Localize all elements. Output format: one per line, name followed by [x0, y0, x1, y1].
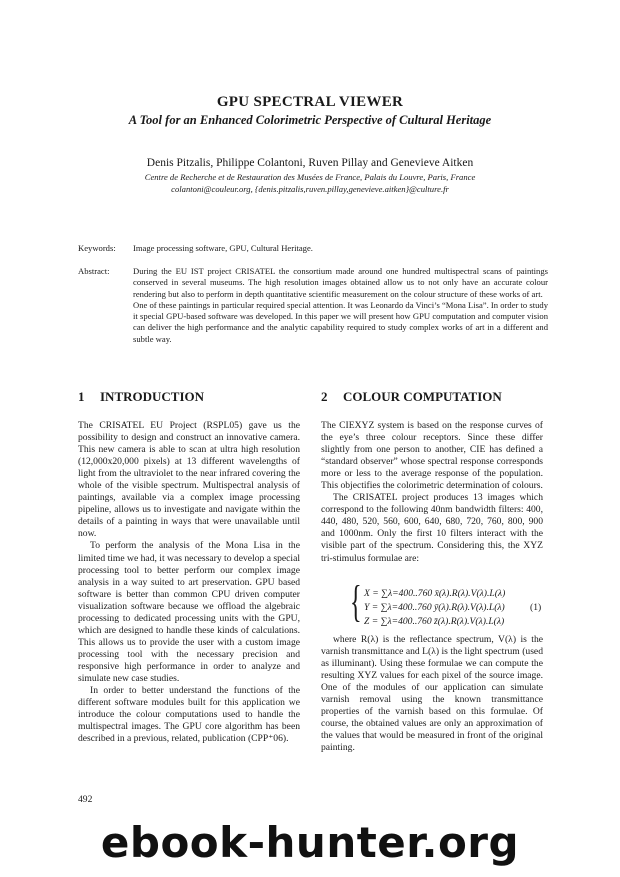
affiliation: Centre de Recherche et de Restauration des Musées de France, Palais du Louvre, Paris, France: [144, 172, 476, 182]
page-number: 492: [78, 794, 93, 805]
section-heading-introduction: [78, 389, 204, 405]
authors: Denis Pitzalis, Philippe Colantoni, Ruven Pillay and Genevieve Aitken: [146, 157, 474, 169]
abstract-label: Abstract:: [78, 266, 110, 276]
xyz-formula: [350, 577, 550, 630]
body-paragraph: The CRISATEL project produces 13 images which correspond to the following 40nm bandwidth filters: 400, 440, 480, 520, 560, 600, 640, 680, 720, 760, 800, 900 and 1000nm. Only the first 10 filters interact with the visible part of the spectrum. Considering this, the XYZ tri-stimulus formulae are:: [321, 492, 543, 564]
right-column: [321, 420, 543, 565]
keywords-text: Image processing software, GPU, Cultural Heritage.: [133, 243, 313, 253]
section-title: COLOUR COMPUTATION: [343, 389, 502, 404]
body-paragraph: In order to better understand the functions of the different software modules built for this application we introduce the colour computations used to handle the multispectral images. The GPU core algorithm has been described in a previous, related, publication (CPP⁺06).: [78, 685, 300, 745]
body-paragraph: To perform the analysis of the Mona Lisa in the limited time we had, it was necessary to develop a special processing tool to better perform our complex image analysis in a way suited to art preservation. GPU based software is better than common CPU driven computer visualization software because we offload the algebraic processing to dedicated processing units with the GPU, which are designed to handle these kinds of calculations. This allows us to provide the user with a custom image processing tool with the necessary precision and responsive high performance in order to analyze and simulate new case studies.: [78, 540, 300, 684]
paper-title: GPU SPECTRAL VIEWER: [216, 94, 404, 110]
watermark: ebook-hunter.org: [100, 818, 520, 867]
formula-brace: {: [350, 577, 362, 626]
abstract-paragraph: During the EU IST project CRISATEL the consortium made around one hundred multispectral scans of paintings conserved in several museums. The high resolution images obtained allow us to not only have an accurate colour rendering but also to perform in depth quantitative scientific measurement on the colour structure of these works of art.: [133, 266, 548, 299]
equation-number: (1): [530, 602, 542, 613]
formula-row-z: Z = ∑λ=400..760 z̄(λ).R(λ).V(λ).L(λ): [364, 616, 505, 627]
body-paragraph: The CRISATEL EU Project (RSPL05) gave us the possibility to design and construct an innovative camera. This new camera is able to scan at ultra high resolution (12,000x20,000 pixels) at 13 different wavelengths of light from the ultraviolet to the near infrared covering the whole of the visible spectrum. Multispectral analysis of paintings, available via a complex image processing pipeline, allows us to investigate and navigate within the details of a painting in ways that were unavailable until now.: [78, 420, 300, 540]
left-column: [78, 420, 300, 745]
paper-subtitle: A Tool for an Enhanced Colorimetric Perspective of Cultural Heritage: [128, 113, 492, 127]
keywords-label: Keywords:: [78, 243, 116, 253]
formula-row-y: Y = ∑λ=400..760 ȳ(λ).R(λ).V(λ).L(λ): [364, 602, 505, 613]
right-column-continued: [321, 634, 543, 754]
section-title: INTRODUCTION: [100, 389, 205, 404]
abstract-text: [133, 266, 548, 345]
body-paragraph: where R(λ) is the reflectance spectrum, V(λ) is the varnish transmittance and L(λ) is the light spectrum (used as illuminant). Using these formulae we can compute the resulting XYZ values for each pixel of the source image. One of the modules of our application can simulate varnish removal using the known transmittance properties of the varnish based on this formulae. Of course, the obtained values are only an approximation of the values that would be measured in front of the original painting.: [321, 634, 543, 754]
author-emails: colantoni@couleur.org, {denis.pitzalis,ruven.pillay,genevieve.aitken}@culture.fr: [171, 184, 449, 194]
section-number: 1: [78, 389, 85, 404]
body-paragraph: The CIEXYZ system is based on the response curves of the eye’s three colour receptors. Since these differ slightly from one person to another, CIE has defined a “standard observer” whose spectral response corresponds more or less to the average response of the population. This objectifies the colorimetric determination of colours.: [321, 420, 543, 492]
section-heading-colour-computation: [321, 389, 502, 405]
formula-row-x: X = ∑λ=400..760 x̄(λ).R(λ).V(λ).L(λ): [364, 588, 506, 599]
section-number: 2: [321, 389, 328, 404]
abstract-paragraph: One of these paintings in particular required special attention. It was Leonardo da Vinci’s “Mona Lisa”. In order to study it special GPU-based software was developed. In this paper we will present how GPU computation and computer vision can deliver the high performance and the analytic capability required to study complex works of art in a different and subtle way.: [133, 299, 548, 344]
